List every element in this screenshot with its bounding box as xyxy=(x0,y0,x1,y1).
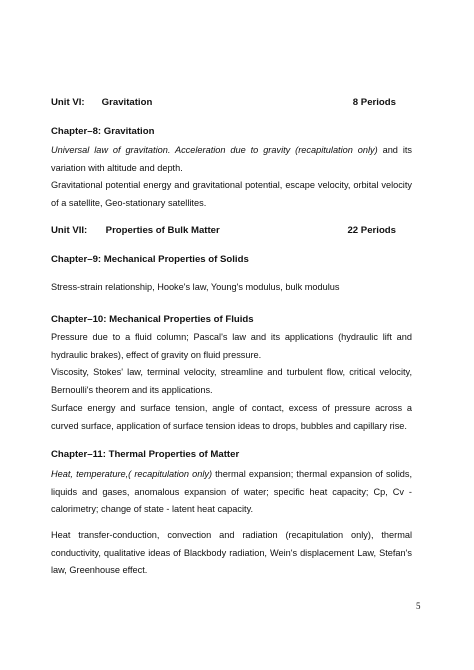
chapter-11-paragraph-2: Heat transfer-conduction, convection and radiation (recapitulation only), thermal conductivity, qualitative ideas of Blackbody radiation, Wein's displacement Law, Stefan's law, Greenhouse effect. xyxy=(51,530,412,575)
unit-6-header xyxy=(51,97,396,108)
chapter-10-paragraph-2: Viscosity, Stokes' law, terminal velocity, streamline and turbulent flow, critical velocity, Bernoulli's theorem and its applications. xyxy=(51,367,412,395)
chapter-10-paragraph-3: Surface energy and surface tension, angle of contact, excess of pressure across a curved surface, application of surface tension ideas to drops, bubbles and capillary rise. xyxy=(51,403,412,431)
chapter-9-paragraph-1: Stress-strain relationship, Hooke's law, Young's modulus, bulk modulus xyxy=(51,282,340,292)
chapter-8-heading: Chapter–8: Gravitation xyxy=(51,126,155,137)
chapter-8-paragraph-1 xyxy=(51,142,412,177)
unit-label: Unit VI: xyxy=(51,97,85,108)
unit-title: Gravitation xyxy=(101,97,153,108)
unit-periods: 22 Periods xyxy=(347,225,396,236)
italic-text: Universal law of gravitation. Acceleration due to gravity (recapitulation only) xyxy=(51,145,378,155)
page-number: 5 xyxy=(416,601,421,611)
chapter-8-paragraph-2: Gravitational potential energy and gravitational potential, escape velocity, orbital velocity of a satellite, Geo-stationary satellites. xyxy=(51,180,412,208)
unit-periods: 8 Periods xyxy=(352,97,396,108)
unit-label: Unit VII: xyxy=(51,225,88,236)
chapter-11-paragraph-1 xyxy=(51,466,412,519)
italic-text: Heat, temperature,( recapitulation only) xyxy=(51,469,213,479)
chapter-9-heading: Chapter–9: Mechanical Properties of Solids xyxy=(51,254,249,265)
chapter-11-heading: Chapter–11: Thermal Properties of Matter xyxy=(51,449,240,460)
chapter-10-heading: Chapter–10: Mechanical Properties of Fluids xyxy=(51,314,254,325)
unit-title: Properties of Bulk Matter xyxy=(105,225,220,236)
body-text: and its variation with altitude and depth. xyxy=(51,145,413,173)
unit-7-header xyxy=(51,225,396,236)
chapter-10-paragraph-1: Pressure due to a fluid column; Pascal's law and its applications (hydraulic lift and hydraulic brakes), effect of gravity on fluid pressure. xyxy=(51,332,412,360)
body-text: thermal expansion; thermal expansion of solids, liquids and gases, anomalous expansion of water; specific heat capacity; Cp, Cv - calorimetry; change of state - latent heat capacity. xyxy=(51,469,412,514)
